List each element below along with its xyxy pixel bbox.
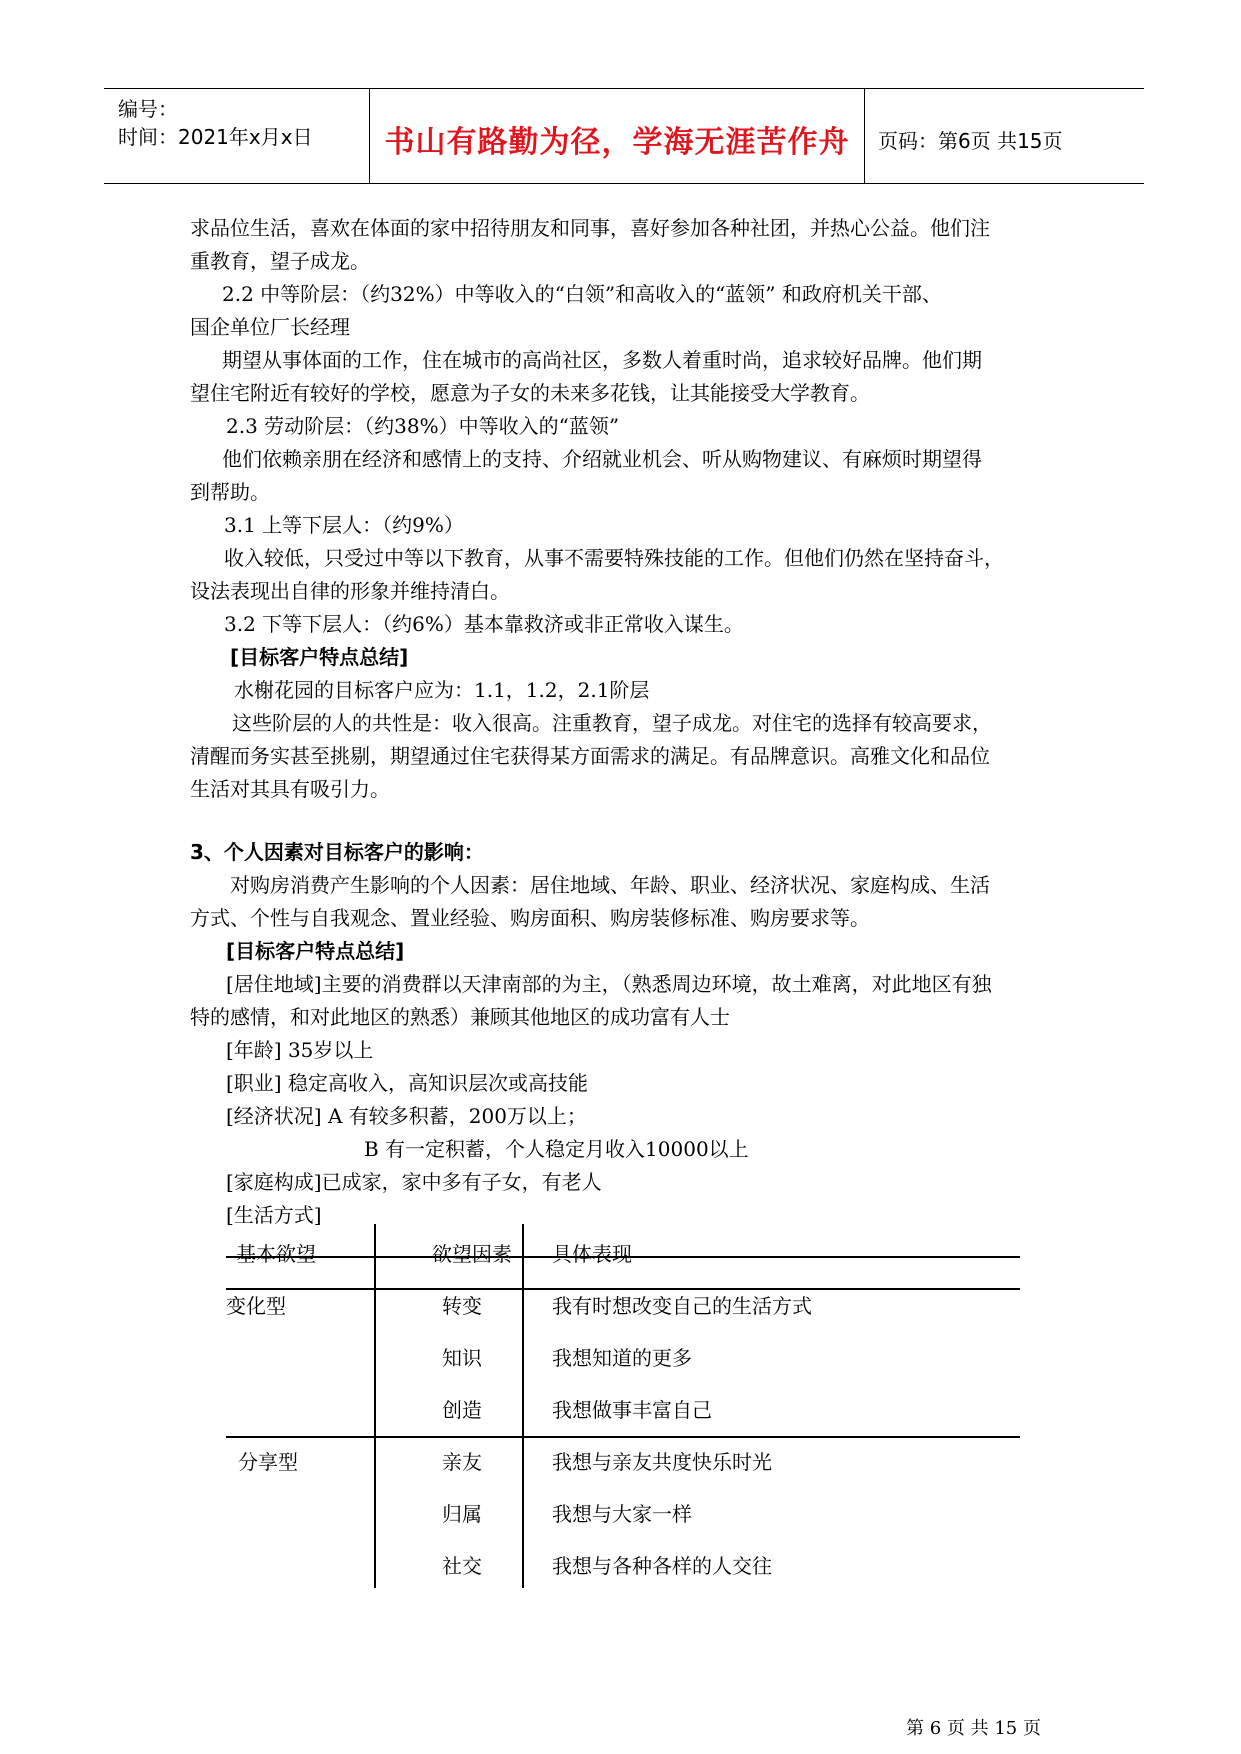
table-factor: 转变: [442, 1294, 482, 1318]
paragraph-line: 对购房消费产生影响的个人因素：居住地域、年龄、职业、经济状况、家庭构成、生活: [230, 873, 990, 897]
table-desc: 我有时想改变自己的生活方式: [552, 1294, 812, 1318]
header-motto-cell: [370, 89, 865, 183]
table-factor: 亲友: [442, 1450, 482, 1474]
paragraph-line: 3.1 上等下层人：（约9%）: [224, 513, 464, 537]
table-desc: 我想与各种各样的人交往: [552, 1554, 772, 1578]
paragraph-line: 2.3 劳动阶层：（约38%）中等收入的“蓝领”: [226, 414, 620, 438]
paragraph-line: 到帮助。: [190, 480, 270, 504]
table-header-cell: 基本欲望: [236, 1242, 316, 1266]
table-group-type: 分享型: [238, 1450, 298, 1474]
table-factor: 知识: [442, 1346, 482, 1370]
header-page-cell: [866, 89, 1144, 183]
paragraph-line: 清醒而务实甚至挑剔，期望通过住宅获得某方面需求的满足。有品牌意识。高雅文化和品位: [190, 744, 990, 768]
table-desc: 我想与大家一样: [552, 1502, 692, 1526]
paragraph-line: 望住宅附近有较好的学校，愿意为子女的未来多花钱，让其能接受大学教育。: [190, 381, 870, 405]
paragraph-line: 重教育，望子成龙。: [190, 249, 370, 273]
paragraph-line: 设法表现出自律的形象并维持清白。: [190, 579, 510, 603]
paragraph-line: [居住地域]主要的消费群以天津南部的为主，（熟悉周边环境，故土难离，对此地区有独: [226, 972, 992, 996]
header-left-cell: [104, 89, 370, 183]
paragraph-line: 水榭花园的目标客户应为：1.1，1.2，2.1阶层: [234, 678, 650, 702]
table-group-border: [226, 1436, 1020, 1438]
section-heading: 3、个人因素对目标客户的影响：: [190, 840, 484, 864]
table-desc: 我想做事丰富自己: [552, 1398, 712, 1422]
paragraph-line: 方式、个性与自我观念、置业经验、购房面积、购房装修标准、购房要求等。: [190, 906, 870, 930]
paragraph-line: 这些阶层的人的共性是：收入很高。注重教育，望子成龙。对住宅的选择有较高要求，: [232, 711, 992, 735]
paragraph-line: [生活方式]: [226, 1203, 322, 1227]
page-footer: 第 6 页 共 15 页: [906, 1718, 1041, 1739]
paragraph-line: [年龄] 35岁以上: [226, 1038, 374, 1062]
paragraph-line: 他们依赖亲朋在经济和感情上的支持、介绍就业机会、听从购物建议、有麻烦时期望得: [222, 447, 982, 471]
table-group-type: 变化型: [226, 1294, 286, 1318]
summary-heading: [目标客户特点总结]: [230, 645, 409, 669]
paragraph-line: 期望从事体面的工作，住在城市的高尚社区，多数人着重时尚，追求较好品牌。他们期: [222, 348, 982, 372]
table-header-cell: 欲望因素: [432, 1242, 512, 1266]
paragraph-line: 生活对其具有吸引力。: [190, 777, 390, 801]
page-header: [104, 88, 1144, 184]
paragraph-line: 求品位生活，喜欢在体面的家中招待朋友和同事，喜好参加各种社团，并热心公益。他们注: [190, 216, 990, 240]
motto: 书山有路勤为径，学海无涯苦作舟: [384, 125, 850, 160]
paragraph-line: [职业] 稳定高收入，高知识层次或高技能: [226, 1071, 588, 1095]
paragraph-line: 国企单位厂长经理: [190, 315, 350, 339]
paragraph-line: [经济状况] A 有较多积蓄，200万以上；: [226, 1104, 587, 1128]
time-label: 时间：2021年x月x日: [118, 125, 313, 149]
table-factor: 创造: [442, 1398, 482, 1422]
table-desc: 我想知道的更多: [552, 1346, 692, 1370]
paragraph-line: 2.2 中等阶层：（约32%）中等收入的“白领”和高收入的“蓝领” 和政府机关干部、: [222, 282, 942, 306]
table-factor: 归属: [442, 1502, 482, 1526]
paragraph-line: [家庭构成]已成家，家中多有子女，有老人: [226, 1170, 602, 1194]
page-info: 页码：第6页 共15页: [878, 129, 1063, 153]
table-column-divider: [374, 1224, 376, 1588]
paragraph-line: B 有一定积蓄，个人稳定月收入10000以上: [364, 1137, 749, 1161]
paragraph-line: 3.2 下等下层人：（约6%）基本靠救济或非正常收入谋生。: [224, 612, 744, 636]
paragraph-line: 特的感情，和对此地区的熟悉）兼顾其他地区的成功富有人士: [190, 1005, 730, 1029]
table-column-divider: [522, 1224, 524, 1588]
number-label: 编号：: [118, 97, 178, 121]
table-header-cell: 具体表现: [552, 1242, 632, 1266]
paragraph-line: 收入较低，只受过中等以下教育，从事不需要特殊技能的工作。但他们仍然在坚持奋斗，: [224, 546, 1004, 570]
summary-heading: [目标客户特点总结]: [226, 939, 405, 963]
table-header-border: [226, 1288, 1020, 1290]
table-desc: 我想与亲友共度快乐时光: [552, 1450, 772, 1474]
table-factor: 社交: [442, 1554, 482, 1578]
